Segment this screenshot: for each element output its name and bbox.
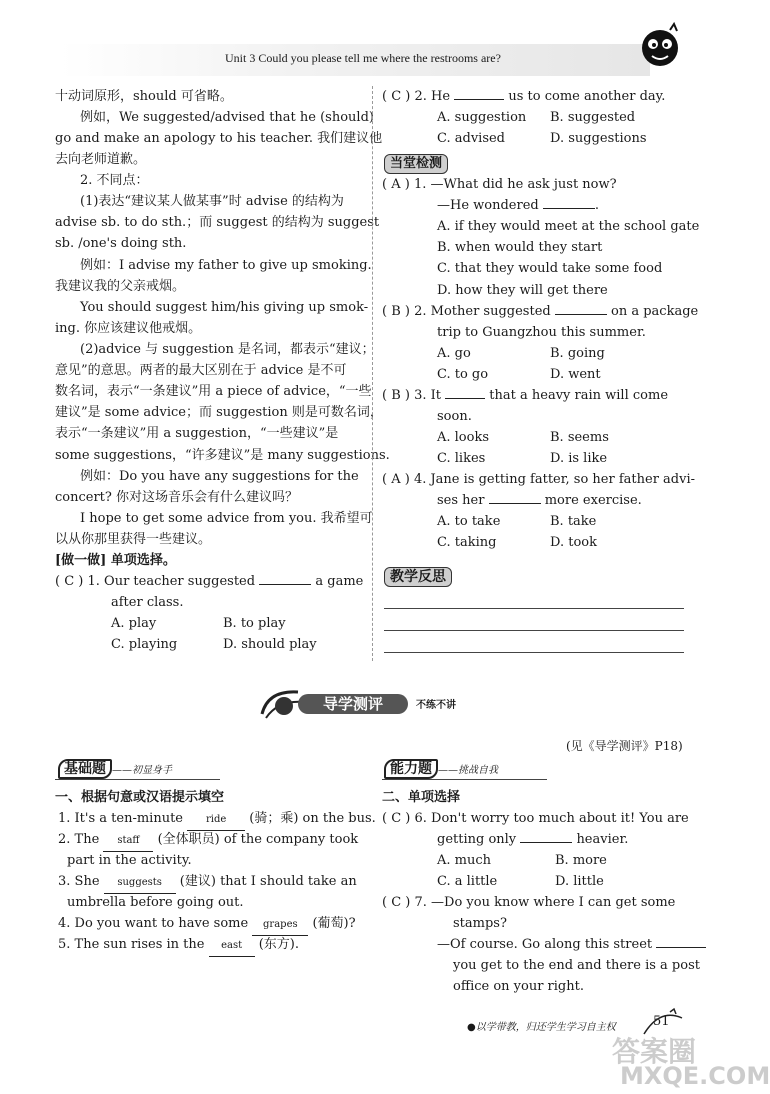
text-line: 例如，We suggested/advised that he (should) xyxy=(80,110,374,125)
question-continuation: trip to Guangzhou this summer. xyxy=(437,325,646,340)
option: C. to go xyxy=(437,367,489,382)
fill-item: 5. The sun rises in the east (东方). xyxy=(58,935,299,957)
watermark-logo: 答案圈 xyxy=(612,1035,697,1068)
mascot-icon xyxy=(632,22,688,74)
text-line: (1)表达“建议某人做某事”时 advise 的结构为 xyxy=(80,194,344,209)
fill-item: 2. The staff (全体职员) of the company took xyxy=(58,830,358,852)
answer-mark: ( C ) xyxy=(382,89,411,104)
basic-title: 基础题 ——初显身手 xyxy=(58,758,172,778)
text-line: You should suggest him/his giving up smok- xyxy=(80,300,369,315)
reflect-heading: 教学反思 xyxy=(384,567,452,587)
answer-blank[interactable]: suggests xyxy=(104,873,176,894)
page-number: 51 xyxy=(653,1014,670,1029)
answer-blank[interactable] xyxy=(489,503,541,504)
text-line: 我建议我的父亲戒烟。 xyxy=(55,279,186,294)
answer-mark: ( A ) xyxy=(382,177,410,192)
option: D. is like xyxy=(550,451,608,466)
option: D. how they will get there xyxy=(437,283,608,298)
text-line: I hope to get some advice from you. 我希望可 xyxy=(80,511,373,526)
page-header-title: Unit 3 Could you please tell me where the restrooms are? xyxy=(225,51,501,65)
text-line: 意见”的意思。两者的最大区别在于 advice 是不可 xyxy=(55,363,347,378)
banner-title: 导学测评 xyxy=(298,694,408,714)
question-item: ( B ) 3. It that a heavy rain will come xyxy=(382,388,669,403)
question-continuation: ses her more exercise. xyxy=(437,493,642,508)
answer-blank[interactable]: east xyxy=(209,936,255,957)
title-underline xyxy=(382,779,547,780)
text-line: 以从你那里获得一些建议。 xyxy=(55,532,212,547)
ability-heading: 二、单项选择 xyxy=(382,790,461,805)
option: C. a little xyxy=(437,874,498,889)
question-continuation: —Of course. Go along this street xyxy=(437,935,706,955)
question-item: ( A ) 1. —What did he ask just now? xyxy=(382,177,617,192)
question-continuation: you get to the end and there is a post xyxy=(453,958,700,973)
option: A. if they would meet at the school gate xyxy=(437,219,700,234)
answer-blank[interactable] xyxy=(543,208,595,209)
option: A. play xyxy=(111,616,157,631)
question-continuation: soon. xyxy=(437,409,472,424)
text-line: 数名词，表示“一条建议”用 a piece of advice，“一些 xyxy=(55,384,372,399)
answer-mark: ( C ) xyxy=(382,811,411,826)
watermark-url: MXQE.COM xyxy=(620,1062,770,1090)
text-line: 例如：Do you have any suggestions for the xyxy=(80,469,359,484)
answer-mark: ( B ) xyxy=(382,304,410,319)
answer-blank[interactable] xyxy=(454,99,504,100)
banner-subtitle: 不练不讲 xyxy=(416,700,456,711)
text-line: 例如：I advise my father to give up smoking. xyxy=(80,258,372,273)
answer-mark: ( C ) xyxy=(382,895,411,910)
option: D. suggestions xyxy=(550,131,647,146)
question-item: ( C ) 1. Our teacher suggested a game xyxy=(55,574,364,589)
question-item: ( C ) 6. Don't worry too much about it! You are xyxy=(382,811,689,826)
writing-line[interactable] xyxy=(384,630,684,631)
text-line: 十动词原形，should 可省略。 xyxy=(55,89,233,104)
option: B. to play xyxy=(223,616,286,631)
text-line: go and make an apology to his teacher. 我们建议他 xyxy=(55,131,383,146)
option: D. should play xyxy=(223,637,317,652)
section-banner xyxy=(258,684,478,722)
writing-line[interactable] xyxy=(384,608,684,609)
answer-blank[interactable]: grapes xyxy=(252,915,308,936)
option: A. suggestion xyxy=(437,110,527,125)
fill-continuation: umbrella before going out. xyxy=(67,895,244,910)
option: A. to take xyxy=(437,514,501,529)
option: B. suggested xyxy=(550,110,636,125)
option: B. going xyxy=(550,346,605,361)
column-divider xyxy=(372,86,373,661)
option: C. that they would take some food xyxy=(437,261,663,276)
option: D. little xyxy=(555,874,604,889)
footer-motto: ●以学带教，归还学生学习自主权 xyxy=(467,1022,616,1033)
option: C. taking xyxy=(437,535,497,550)
fill-item: 3. She suggests (建议) that I should take an xyxy=(58,872,357,894)
text-line: 去向老师道歉。 xyxy=(55,152,147,167)
text-line: some suggestions，“许多建议”是 many suggestions. xyxy=(55,448,390,463)
option: C. likes xyxy=(437,451,486,466)
question-continuation: office on your right. xyxy=(453,979,584,994)
question-item: ( A ) 4. Jane is getting fatter, so her father advi- xyxy=(382,472,696,487)
option: A. go xyxy=(437,346,471,361)
ability-title: 能力题 ——挑战自我 xyxy=(384,758,498,778)
option: B. more xyxy=(555,853,607,868)
question-continuation: getting only heavier. xyxy=(437,832,629,847)
title-underline xyxy=(55,779,220,780)
answer-blank[interactable] xyxy=(259,584,311,585)
answer-mark: ( C ) xyxy=(55,574,84,589)
answer-blank[interactable]: staff xyxy=(103,831,153,852)
answer-blank[interactable] xyxy=(555,314,607,315)
answer-mark: ( A ) xyxy=(382,472,410,487)
fill-item: 4. Do you want to have some grapes (葡萄)? xyxy=(58,914,356,936)
practice-heading: [做一做] 单项选择。 xyxy=(55,553,176,568)
fill-item: 1. It's a ten-minute ride (骑；乘) on the bus. xyxy=(58,809,376,831)
text-line: sb. /one's doing sth. xyxy=(55,236,187,251)
option: C. playing xyxy=(111,637,178,652)
option: D. went xyxy=(550,367,601,382)
question-continuation: —He wondered . xyxy=(437,198,600,213)
check-heading: 当堂检测 xyxy=(384,154,448,174)
option: A. much xyxy=(437,853,492,868)
fill-continuation: part in the activity. xyxy=(67,853,192,868)
answer-blank[interactable]: ride xyxy=(187,810,245,831)
option: B. take xyxy=(550,514,597,529)
text-line: ing. 你应该建议他戒烟。 xyxy=(55,321,202,336)
question-item: ( C ) 7. —Do you know where I can get some xyxy=(382,895,676,910)
option: C. advised xyxy=(437,131,506,146)
answer-mark: ( B ) xyxy=(382,388,410,403)
writing-line[interactable] xyxy=(384,652,684,653)
question-continuation: stamps? xyxy=(453,916,507,931)
answer-blank[interactable] xyxy=(656,947,706,948)
option: D. took xyxy=(550,535,597,550)
question-continuation: after class. xyxy=(111,595,184,610)
answer-blank[interactable] xyxy=(520,842,572,843)
basic-heading: 一、根据句意或汉语提示填空 xyxy=(55,790,225,805)
reference-note: (见《导学测评》P18) xyxy=(566,739,683,753)
text-line: (2)advice 与 suggestion 是名词，都表示“建议； xyxy=(80,342,375,357)
text-line: 建议”是 some advice；而 suggestion 则是可数名词， xyxy=(55,405,383,420)
text-line: concert? 你对这场音乐会有什么建议吗？ xyxy=(55,490,298,505)
option: B. seems xyxy=(550,430,609,445)
text-line: 表示“一条建议”用 a suggestion，“一些建议”是 xyxy=(55,426,339,441)
option: B. when would they start xyxy=(437,240,603,255)
question-item: ( C ) 2. He us to come another day. xyxy=(382,89,666,104)
text-line: advise sb. to do sth.；而 suggest 的结构为 suggest xyxy=(55,215,380,230)
question-item: ( B ) 2. Mother suggested on a package xyxy=(382,304,699,319)
option: A. looks xyxy=(437,430,490,445)
text-line: 2. 不同点： xyxy=(80,173,149,188)
answer-blank[interactable] xyxy=(445,398,485,399)
